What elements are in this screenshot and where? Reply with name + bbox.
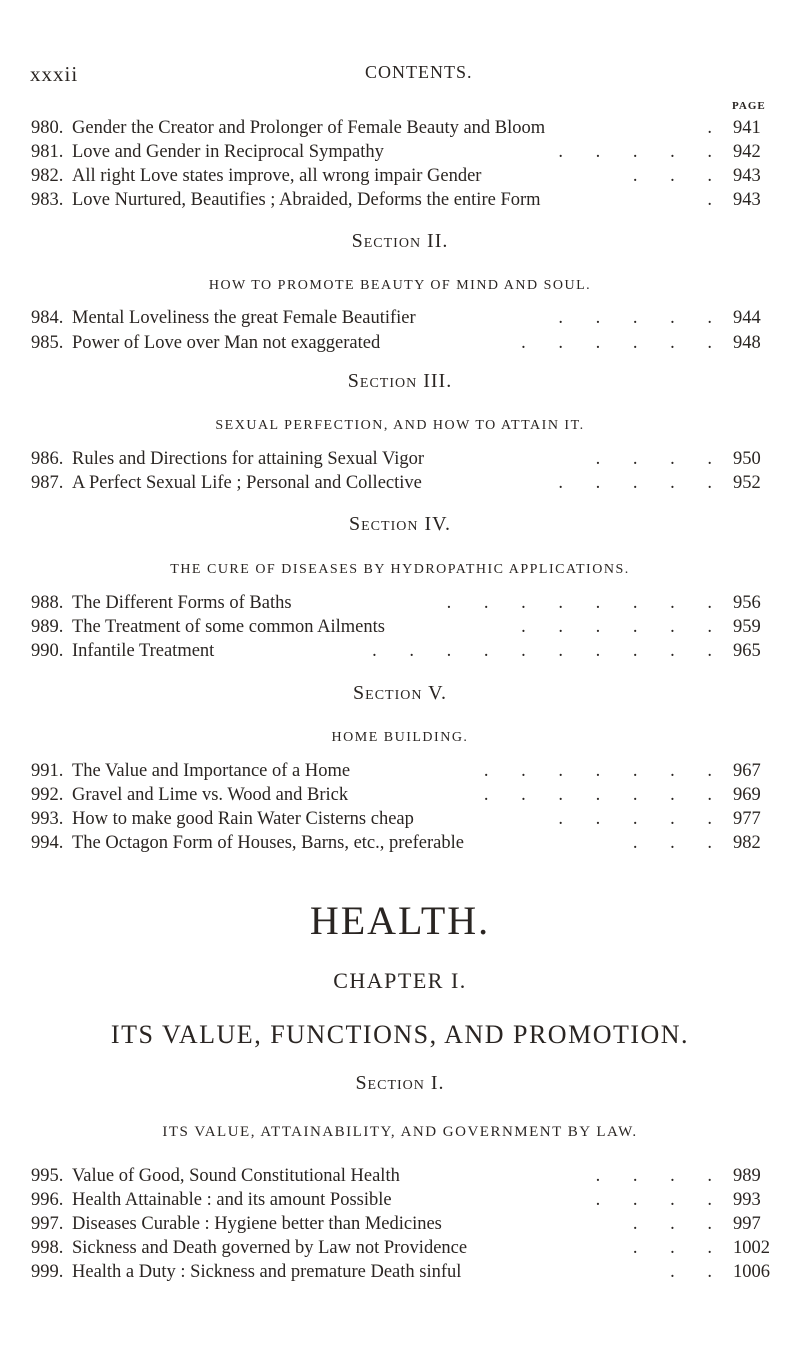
page-number: xxxii [30,62,79,86]
part-title: HEALTH. [309,898,491,943]
section-heading: Section III. [347,370,453,392]
entry-number: 990. [31,641,64,661]
leader-dots: . . . [632,1238,726,1258]
toc-entry [0,1164,800,1188]
entry-page: 977 [733,809,761,829]
section-heading: Section II. [351,230,449,252]
entry-title: The Different Forms of Baths [72,593,292,613]
entry-page: 989 [733,1166,761,1186]
entry-number: 992. [31,785,64,805]
leader-dots: . . . . . [558,308,726,328]
leader-dots: . . . . . [558,142,726,162]
toc-entry [0,1236,800,1260]
toc-entry [0,615,800,639]
toc-entry [0,639,800,663]
entry-title: Love and Gender in Reciprocal Sympathy [72,142,384,162]
entry-page: 967 [733,761,761,781]
entry-title: The Treatment of some common Ailments [72,617,385,637]
entry-title: The Value and Importance of a Home [72,761,351,781]
leader-dots: . . . . [595,449,726,469]
section-heading: Section I. [355,1072,445,1094]
entry-number: 986. [31,449,64,469]
entry-page: 965 [733,641,761,661]
toc-entry [0,807,800,831]
entry-page: 959 [733,617,761,637]
entry-page: 948 [733,333,761,353]
entry-page: 952 [733,473,761,493]
toc-entry [0,471,800,495]
entry-title: How to make good Rain Water Cisterns cheap [72,809,414,829]
entry-number: 997. [31,1214,64,1234]
toc-entry [0,164,800,188]
entry-title: The Octagon Form of Houses, Barns, etc., preferable [72,833,464,853]
entry-page: 950 [733,449,761,469]
entry-page: 1002 [733,1238,770,1258]
entry-title: A Perfect Sexual Life ; Personal and Collective [72,473,422,493]
entry-number: 996. [31,1190,64,1210]
entry-page: 941 [733,118,761,138]
toc-entry [0,1188,800,1212]
entry-title: Infantile Treatment [72,641,215,661]
entry-page: 942 [733,142,761,162]
section-subtitle: HOME BUILDING. [331,730,469,745]
page-column-label: PAGE [732,100,766,112]
entry-number: 998. [31,1238,64,1258]
leader-dots: . . . [632,833,726,853]
leader-dots: . . . . . . [521,333,726,353]
entry-number: 981. [31,142,64,162]
entry-number: 994. [31,833,64,853]
entry-number: 984. [31,308,64,328]
entry-number: 982. [31,166,64,186]
entry-number: 989. [31,617,64,637]
entry-number: 991. [31,761,64,781]
entry-page: 997 [733,1214,761,1234]
leader-dots: . . . . . [558,473,726,493]
section-heading: Section IV. [349,513,451,535]
entry-page: 943 [733,166,761,186]
toc-entry [0,831,800,855]
leader-dots: . . . . [595,1190,726,1210]
chapter-heading: CHAPTER I. [333,968,467,993]
chapter-title: ITS VALUE, FUNCTIONS, AND PROMOTION. [110,1020,690,1049]
leader-dots: . . . . . . [521,617,726,637]
toc-entry [0,591,800,615]
entry-title: Sickness and Death governed by Law not Providence [72,1238,468,1258]
section-heading: Section V. [353,682,447,704]
entry-title: All right Love states improve, all wrong impair Gender [72,166,482,186]
entry-number: 983. [31,190,64,210]
toc-entry [0,759,800,783]
toc-entry [0,306,800,330]
toc-entry [0,188,800,212]
section-subtitle: ITS VALUE, ATTAINABILITY, AND GOVERNMENT BY LAW. [162,1124,638,1140]
section-subtitle: HOW TO PROMOTE BEAUTY OF MIND AND SOUL. [208,278,592,293]
entry-title: Mental Loveliness the great Female Beautifier [72,308,416,328]
leader-dots: . [707,118,726,138]
toc-entry [0,116,800,140]
entry-page: 943 [733,190,761,210]
leader-dots: . . . . . . . . [446,593,726,613]
entry-page: 993 [733,1190,761,1210]
leader-dots: . [707,190,726,210]
entry-number: 999. [31,1262,64,1282]
entry-page: 944 [733,308,761,328]
leader-dots: . . . . . . . . . . [372,641,726,661]
entry-number: 985. [31,333,64,353]
leader-dots: . . . . [595,1166,726,1186]
toc-entry [0,447,800,471]
entry-title: Health a Duty : Sickness and premature Death sinful [72,1262,462,1282]
entry-title: Love Nurtured, Beautifies ; Abraided, Deforms the entire Form [72,190,541,210]
running-title: CONTENTS. [365,62,473,82]
entry-number: 988. [31,593,64,613]
section-subtitle: SEXUAL PERFECTION, AND HOW TO ATTAIN IT. [215,418,585,433]
entry-title: Power of Love over Man not exaggerated [72,333,381,353]
toc-entry [0,783,800,807]
entry-title: Rules and Directions for attaining Sexual Vigor [72,449,425,469]
leader-dots: . . . [632,166,726,186]
entry-number: 980. [31,118,64,138]
toc-entry [0,140,800,164]
entry-page: 956 [733,593,761,613]
entry-title: Value of Good, Sound Constitutional Health [72,1166,400,1186]
leader-dots: . . . . . . . [483,785,726,805]
entry-number: 995. [31,1166,64,1186]
toc-entry [0,1260,800,1284]
entry-title: Health Attainable : and its amount Possible [72,1190,392,1210]
entry-title: Diseases Curable : Hygiene better than Medicines [72,1214,442,1234]
leader-dots: . . . . . [558,809,726,829]
leader-dots: . . [670,1262,726,1282]
toc-entry [0,1212,800,1236]
entry-page: 1006 [733,1262,770,1282]
section-subtitle: THE CURE OF DISEASES BY HYDROPATHIC APPLICATIONS. [170,562,630,577]
entry-number: 987. [31,473,64,493]
entry-number: 993. [31,809,64,829]
entry-title: Gender the Creator and Prolonger of Female Beauty and Bloom [72,118,546,138]
entry-page: 969 [733,785,761,805]
entry-page: 982 [733,833,761,853]
toc-entry [0,331,800,355]
leader-dots: . . . [632,1214,726,1234]
leader-dots: . . . . . . . [483,761,726,781]
entry-title: Gravel and Lime vs. Wood and Brick [72,785,349,805]
